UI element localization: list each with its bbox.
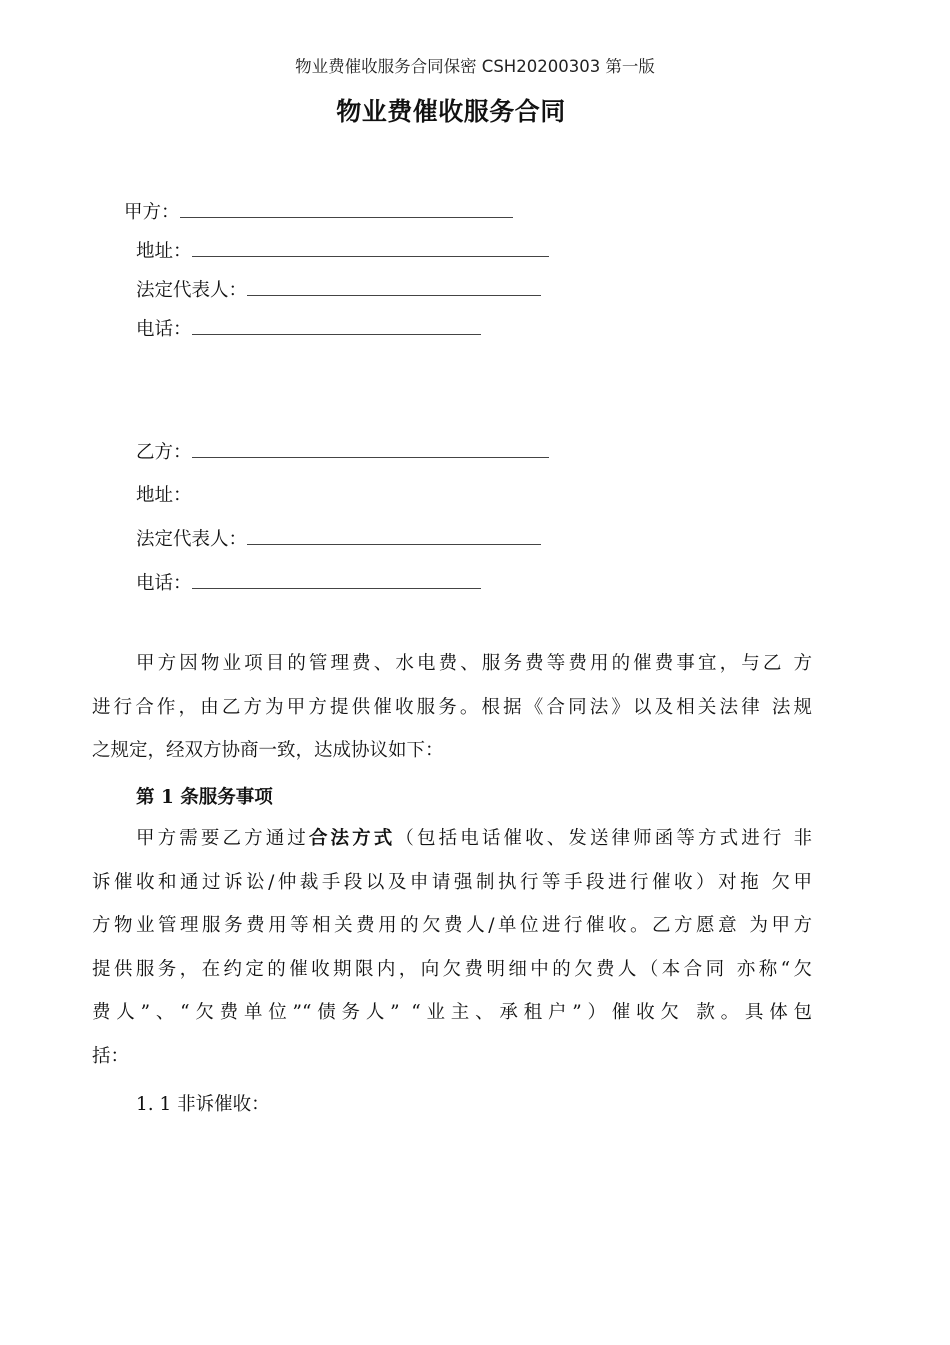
party-a-address-label: 地址：: [136, 241, 192, 262]
party-b-rep-label: 法定代表人：: [136, 529, 248, 550]
party-a-name-blank[interactable]: [180, 216, 513, 218]
party-b-phone-label: 电话：: [136, 573, 192, 594]
party-b-address-label: 地址：: [136, 485, 192, 506]
section-1-heading: 第 1 条服务事项: [136, 787, 273, 808]
subsection-1-1: 1. 1 非诉催收：: [136, 1094, 270, 1115]
intro-line-2: 进行合作，由乙方为甲方提供催收服务。根据《合同法》以及相关法律 法规: [92, 696, 812, 718]
party-b-rep-field: [136, 525, 541, 551]
section-1-line-1: [92, 817, 812, 861]
party-b-name-label: 乙方：: [136, 442, 192, 463]
party-b-rep-blank[interactable]: [247, 543, 541, 545]
intro-paragraph: [92, 642, 812, 773]
party-b-phone-blank[interactable]: [192, 587, 481, 589]
section-1-line-5: 费人”、“欠费单位”“债务人” “业主、承租户”）催收欠 款。具体包: [92, 1002, 812, 1023]
party-a-address-blank[interactable]: [192, 255, 549, 257]
party-a-rep-blank[interactable]: [247, 294, 541, 296]
party-a-rep-field: [136, 276, 541, 302]
party-b-phone-field: [136, 569, 481, 595]
intro-line-1: 甲方因物业项目的管理费、水电费、服务费等费用的催费事宜，与乙 方: [136, 653, 812, 674]
section-1-line-3: 方物业管理服务费用等相关费用的欠费人/单位进行催收。乙方愿意 为甲方: [92, 915, 812, 936]
section-1-line-6: 括：: [92, 1045, 130, 1067]
party-a-phone-blank[interactable]: [192, 333, 481, 335]
party-b-address-field: [136, 481, 192, 507]
section-1-line-1-bold: 合法方式: [308, 828, 396, 849]
party-a-address-field: [136, 237, 549, 263]
document-header: 物业费催收服务合同保密 CSH20200303 第一版: [295, 57, 655, 76]
section-1-line-4: 提供服务，在约定的催收期限内，向欠费明细中的欠费人（本合同 亦称“欠: [92, 958, 812, 980]
party-b-name-blank[interactable]: [192, 456, 549, 458]
document-title: 物业费催收服务合同: [336, 97, 566, 126]
party-a-phone-field: [136, 315, 481, 341]
party-b-name-field: [136, 438, 549, 464]
section-1-paragraph: [92, 817, 812, 1078]
section-1-line-1-post: （包括电话催收、发送律师函等方式进行 非: [395, 828, 812, 849]
intro-line-3: 之规定，经双方协商一致，达成协议如下：: [92, 740, 444, 761]
section-1-line-2: 诉催收和通过诉讼/仲裁手段以及申请强制执行等手段进行催收）对拖 欠甲: [92, 871, 812, 893]
party-a-phone-label: 电话：: [136, 319, 192, 340]
party-a-name-field: [124, 198, 513, 224]
party-a-name-label: 甲方：: [124, 202, 180, 223]
party-a-rep-label: 法定代表人：: [136, 280, 248, 301]
section-1-line-1-pre: 甲方需要乙方通过: [136, 828, 309, 849]
